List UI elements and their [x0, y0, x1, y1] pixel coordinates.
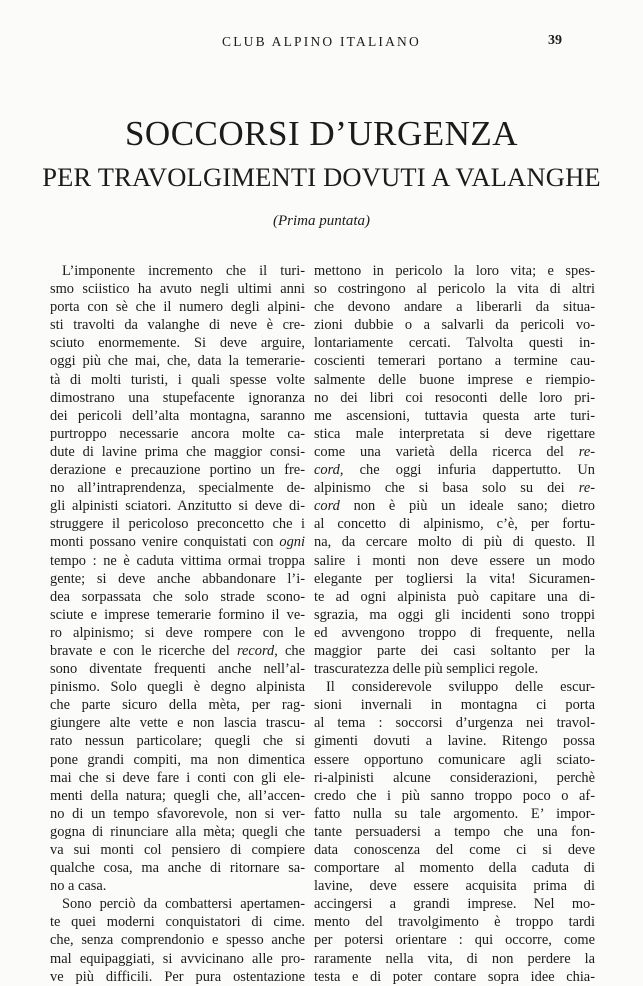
text-segment: pinismo. Solo quegli è degno alpinista [50, 679, 305, 696]
text-line [50, 497, 305, 515]
text-segment: gogna di rinunciare alla mèta; quegli che [50, 823, 305, 840]
text-line [314, 533, 595, 551]
text-segment: sti travolti da valanghe di neve è cre- [50, 317, 305, 334]
italic-text: ogni [279, 534, 305, 551]
text-line [50, 515, 305, 533]
text-line [314, 280, 595, 298]
text-segment: qualche cosa, ma anche di ritornare sa- [50, 860, 305, 877]
text-line [314, 787, 595, 805]
text-segment: te quei moderni conquistatori di cime. [50, 914, 305, 931]
text-line [314, 588, 595, 606]
text-line [50, 479, 305, 497]
text-segment: lontariamente cercati. Talvolta questi in- [314, 335, 595, 352]
text-segment: dimostrano una stupefacente ignoranza [50, 389, 305, 406]
text-line [314, 968, 595, 986]
text-segment: oggi più che mai, che, data la temerarie- [50, 353, 305, 370]
text-segment: lavine, deve essere acquisita prima di [314, 878, 595, 895]
text-segment: come una varietà della ricerca del [314, 443, 579, 460]
text-line [50, 552, 305, 570]
text-segment: mettono in pericolo la loro vita; e spes- [314, 263, 595, 279]
text-line [314, 407, 595, 425]
text-line [314, 606, 595, 624]
text-line [50, 334, 305, 352]
text-segment: , che [274, 642, 306, 659]
text-segment: no a casa. [50, 878, 107, 895]
text-segment: rato nessun particolare; quegli che si [50, 733, 305, 750]
text-segment: me ascensioni, tuttavia questa arte turi- [314, 407, 595, 424]
text-line [50, 751, 305, 769]
text-segment: ve più difficili. Per pura ostentazione [50, 968, 305, 985]
text-segment: ro alpinismo; si deve rompere con le [50, 624, 305, 641]
text-segment: sgrazia, ma oggi gli incidenti sono troppi [314, 606, 595, 623]
text-segment: gimenti dovuti a lavine. Ritengo possa [314, 733, 595, 750]
text-line [50, 950, 305, 968]
text-segment: na, da cercare molto di più di questo. Il [314, 534, 595, 551]
text-line [314, 334, 595, 352]
text-segment: accingersi a grandi imprese. Nel mo- [314, 896, 595, 913]
text-segment: tempo : ne è caduta vittima ormai troppa [50, 552, 305, 569]
text-line [314, 931, 595, 949]
text-line [314, 751, 595, 769]
text-line [314, 298, 595, 316]
text-line [50, 352, 305, 370]
text-line [314, 950, 595, 968]
text-segment: mal equipaggiati, si avvicinano alle pro- [50, 950, 305, 967]
italic-text: re- [578, 443, 595, 460]
text-line [50, 714, 305, 732]
text-segment: monti possano venire conquistati con [50, 534, 280, 551]
text-segment: alpinismo che si basa solo su dei [314, 480, 579, 497]
text-line [314, 570, 595, 588]
text-line [314, 805, 595, 823]
text-segment: no di un tempo sfavorevole, non si ver- [50, 805, 305, 822]
text-line [50, 877, 305, 895]
italic-text: re- [578, 480, 595, 497]
text-segment: Il considerevole sviluppo delle escur- [326, 679, 595, 696]
article-part-label: (Prima puntata) [272, 213, 371, 229]
text-line [314, 461, 595, 479]
text-segment: trascuratezza delle più semplici regole. [314, 661, 539, 678]
text-line [314, 425, 595, 443]
text-line [314, 823, 595, 841]
italic-text: cord [314, 498, 340, 515]
page-number: 39 [548, 33, 562, 48]
text-segment: sciuto enormemente. Si deve arguire, [50, 335, 305, 352]
text-column-left [50, 262, 305, 986]
text-segment: al concetto di alpinismo, c’è, per fortu- [314, 516, 595, 533]
text-line [314, 624, 595, 642]
text-segment: sciute e imprese temerarie formino il ve- [50, 606, 305, 623]
text-line [50, 280, 305, 298]
text-segment: ed avvengono troppo di frequente, nella [314, 624, 595, 641]
text-line [50, 805, 305, 823]
text-segment: , che oggi infuria dappertutto. Un [339, 462, 595, 479]
text-line [314, 479, 595, 497]
article-subtitle: PER TRAVOLGIMENTI DOVUTI A VALANGHE [42, 162, 601, 192]
text-segment: dute di lavine prima che maggior consi- [50, 443, 305, 460]
text-segment: bravate e con le ricerche del [50, 642, 237, 659]
text-line [50, 533, 305, 551]
text-segment: salmente delle buone imprese e riempio- [314, 371, 595, 388]
text-segment: che parte sicuro della mèta, per rag- [50, 697, 305, 714]
text-line [314, 371, 595, 389]
text-segment: maggior parte dei casi soltanto per la [314, 642, 595, 659]
text-line [50, 931, 305, 949]
text-segment: menti della natura; quegli che, all’accen- [50, 787, 305, 804]
text-segment: L’imponente incremento che il turi- [62, 263, 305, 279]
text-segment: al tema : soccorsi d’urgenza nei travol- [314, 715, 595, 732]
text-line [50, 859, 305, 877]
text-line [50, 624, 305, 642]
text-segment: sono diventate frequenti anche nell’al- [50, 661, 305, 678]
text-line [50, 371, 305, 389]
text-segment: gente; si deve anche abbandonare l’i- [50, 570, 305, 587]
text-line [314, 443, 595, 461]
text-segment: che, senza comprendonio e spesso anche [50, 932, 305, 949]
text-line [50, 841, 305, 859]
text-segment: giungere alte vette e non lascia trascu- [50, 715, 305, 732]
text-line [50, 769, 305, 787]
text-segment: so costringono al pericolo la vita di altri [314, 281, 595, 298]
text-segment: no all’intraprendenza, specialmente de- [50, 480, 305, 497]
text-line [50, 389, 305, 407]
text-segment: tà di molti turisti, i quali spesse volte [50, 371, 305, 388]
text-segment: derazione e precauzione portino un fre- [50, 462, 305, 479]
text-line [314, 913, 595, 931]
text-segment: data conoscenza del come ci si deve [314, 842, 595, 858]
text-line [314, 859, 595, 877]
text-line [314, 678, 595, 696]
running-header: CLUB ALPINO ITALIANO [222, 34, 421, 49]
text-line [50, 425, 305, 443]
italic-text: cord [314, 462, 340, 479]
text-line [50, 787, 305, 805]
text-segment: va sui monti col pensiero di compiere [50, 842, 305, 858]
italic-text: record [236, 642, 275, 659]
text-line [50, 913, 305, 931]
text-segment: te ad ogni alpinista può capitare una di- [314, 588, 595, 605]
text-line [50, 298, 305, 316]
text-line [314, 642, 595, 660]
text-segment: Sono perciò da combattersi apertamen- [62, 896, 305, 913]
text-line [314, 497, 595, 515]
text-segment: mai che si deve fare i conti con gli ele- [50, 769, 305, 786]
text-segment: purtroppo necessarie ancora molte ca- [50, 425, 305, 442]
text-segment: elegante per togliersi la vita! Sicuramen- [314, 570, 595, 587]
text-line [50, 895, 305, 913]
text-line [314, 877, 595, 895]
text-line [50, 443, 305, 461]
text-line [50, 570, 305, 588]
text-line [314, 262, 595, 280]
text-segment: pone grandi compiti, ma non dimentica [50, 751, 305, 768]
text-line [50, 262, 305, 280]
text-line [50, 588, 305, 606]
text-line [314, 552, 595, 570]
text-column-right [314, 262, 595, 986]
text-line [314, 316, 595, 334]
text-line [50, 696, 305, 714]
text-line [314, 714, 595, 732]
text-segment: salire i monti non deve essere un modo [314, 552, 595, 569]
text-line [50, 968, 305, 986]
text-segment: dei pericoli dell’alta montagna, saranno [50, 407, 305, 424]
text-line [50, 642, 305, 660]
text-line [314, 696, 595, 714]
text-segment: dea sorpassata che solo strade scono- [50, 588, 305, 605]
text-line [314, 389, 595, 407]
text-line [50, 660, 305, 678]
text-segment: smo sciistico ha avuto negli ultimi anni [50, 281, 305, 298]
text-line [314, 895, 595, 913]
text-segment: stica male interpretata si deve rigettare [314, 425, 595, 442]
text-segment: mento del travolgimento è troppo tardi [314, 914, 595, 931]
text-segment: che devono andare a liberarli da situa- [314, 299, 595, 316]
text-segment: credo che i più sanno troppo poco o af- [314, 787, 595, 804]
text-line [314, 732, 595, 750]
text-segment: essere opportuno comunicare agli sciato- [314, 751, 595, 768]
text-line [50, 823, 305, 841]
text-segment: comportare al momento della caduta di [314, 860, 595, 877]
article-title: SOCCORSI D’URGENZA [124, 114, 519, 153]
text-segment: ri-alpinisti alcune considerazioni, perchè [314, 769, 595, 786]
text-line [50, 606, 305, 624]
text-segment: coscienti temerari portano a termine cau- [314, 353, 595, 370]
text-line [314, 660, 595, 678]
text-segment: per potersi orientare : qui occorre, come [314, 932, 595, 949]
text-line [314, 515, 595, 533]
text-line [50, 678, 305, 696]
text-line [50, 732, 305, 750]
text-segment: testa e di poter contare sopra idee chia- [314, 968, 595, 985]
text-line [50, 461, 305, 479]
text-line [50, 316, 305, 334]
text-segment: no dei libri coi resoconti delle loro pri- [314, 389, 595, 406]
text-line [314, 769, 595, 787]
text-segment: fatto nulla su tale argomento. E’ impor- [314, 805, 595, 822]
text-line [314, 841, 595, 859]
text-segment: gli alpinisti sciatori. Anzitutto si deve di- [50, 498, 305, 515]
text-segment: raramente nella vita, di non perdere la [314, 950, 595, 967]
text-segment: struggere il pericoloso preconcetto che i [50, 516, 305, 533]
text-segment: porta con sè che il numero degli alpini- [50, 299, 305, 316]
text-segment: tante persuadersi a tempo che una fon- [314, 823, 595, 840]
text-line [50, 407, 305, 425]
text-segment: non è più un ideale sano; dietro [339, 498, 595, 515]
text-line [314, 352, 595, 370]
text-segment: zioni dubbie o a salvarli da pericoli vo- [314, 317, 595, 334]
text-segment: sioni invernali in montagna ci porta [314, 697, 595, 714]
